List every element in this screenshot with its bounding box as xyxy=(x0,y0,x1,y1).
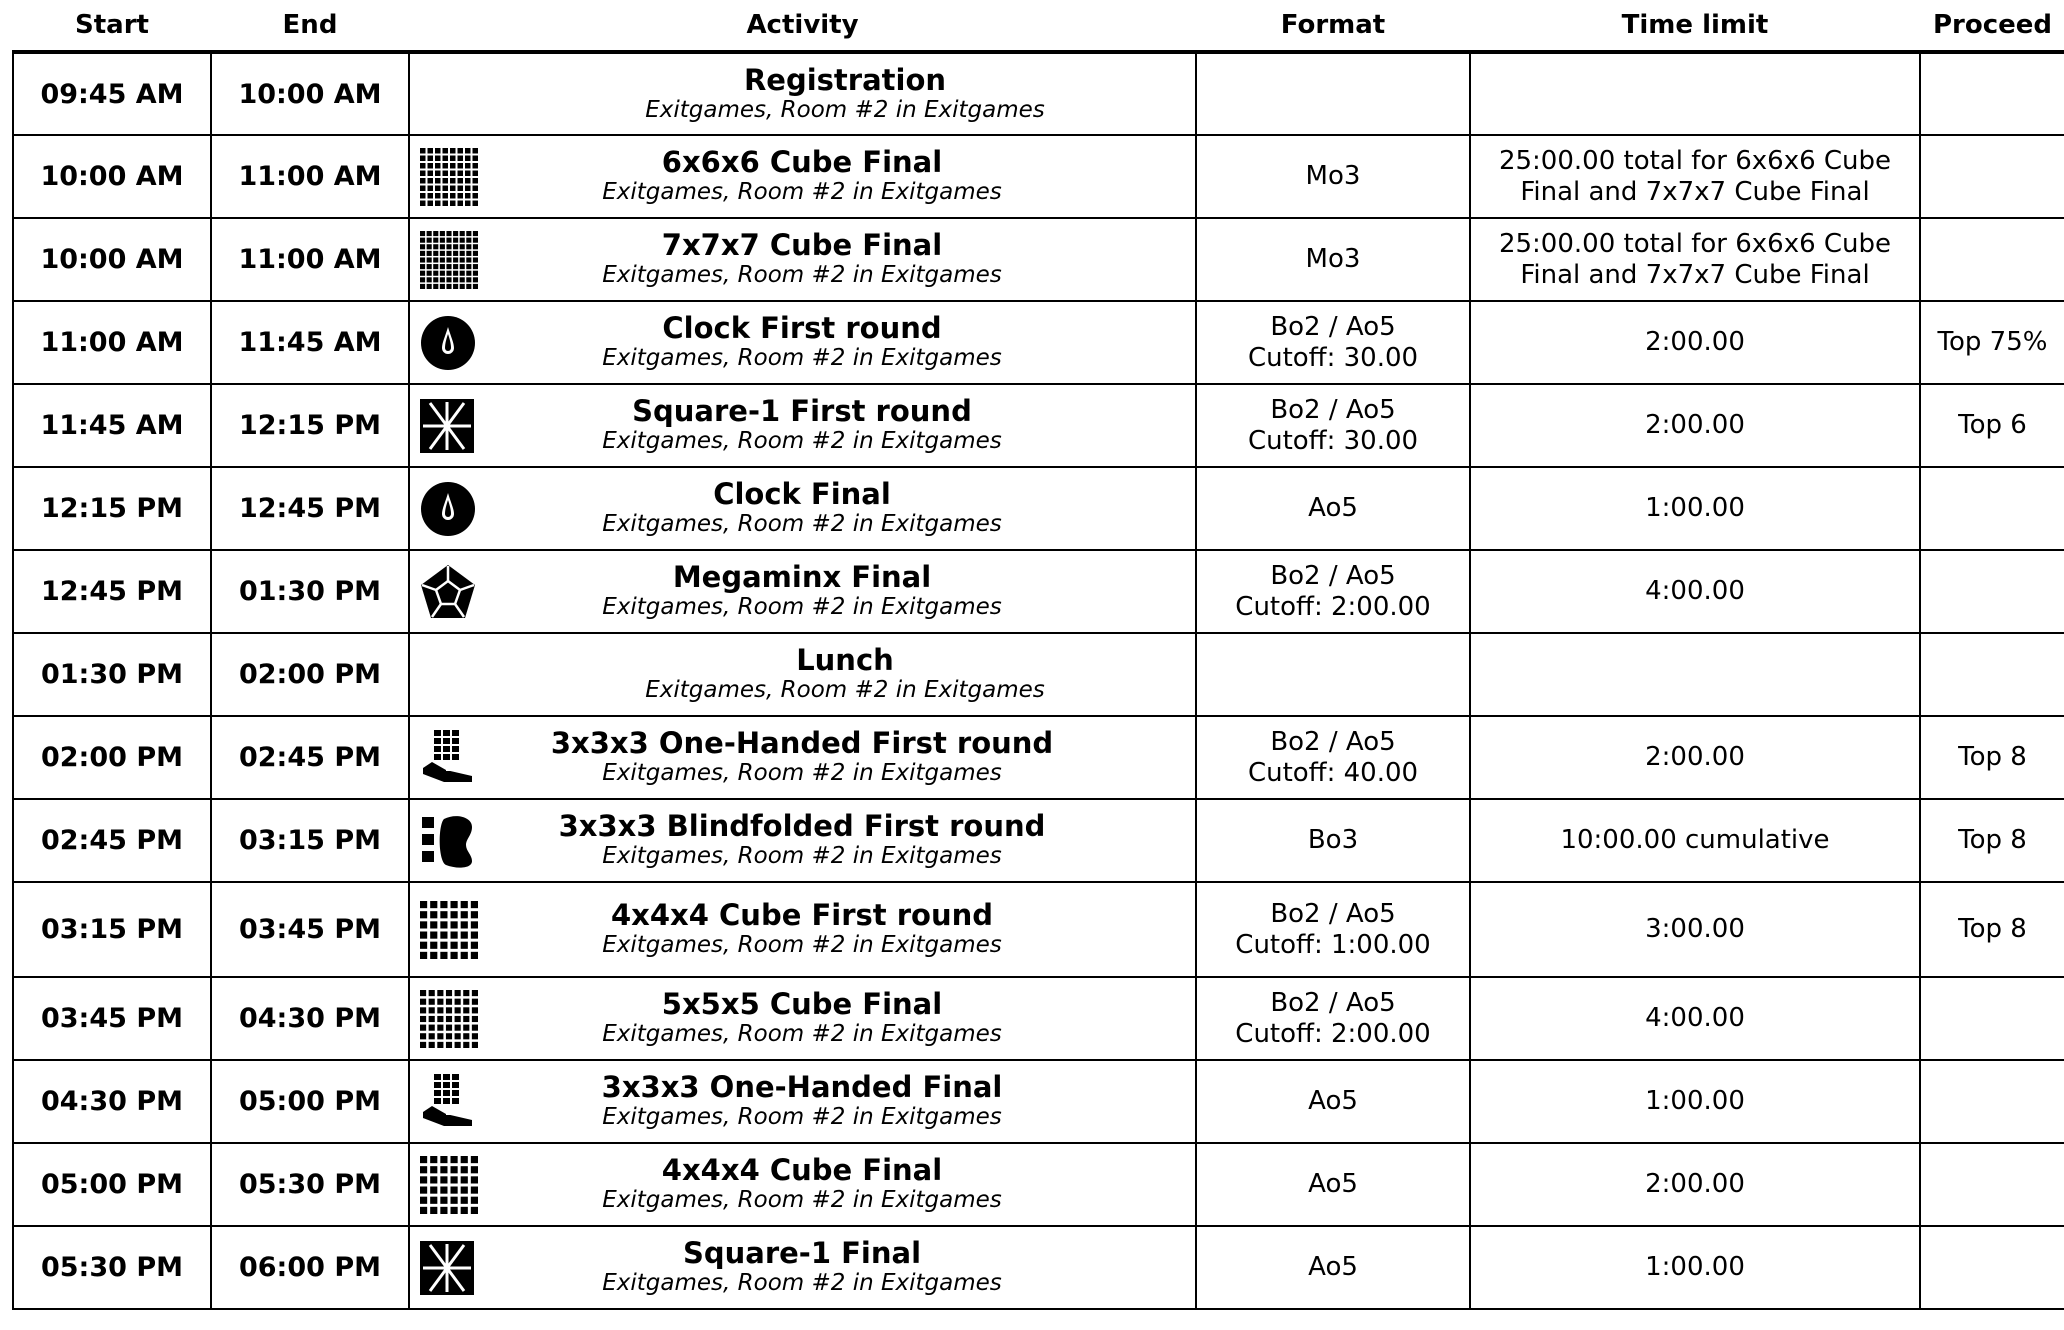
start-time: 03:45 PM xyxy=(13,977,211,1060)
cutoff-line: Cutoff: 2:00.00 xyxy=(1235,591,1431,622)
proceed-cell xyxy=(1920,977,2064,1060)
activity-room: Exitgames, Room #2 in Exitgames xyxy=(602,760,1002,786)
time-limit-cell xyxy=(1470,135,1920,218)
format-cell xyxy=(1196,1143,1470,1226)
table-row xyxy=(13,1060,2064,1143)
time-limit-line: 2:00.00 xyxy=(1645,742,1745,772)
time-limit-line: 2:00.00 xyxy=(1645,1169,1745,1199)
activity-name: 4x4x4 Cube First round xyxy=(610,898,994,932)
table-row xyxy=(13,1226,2064,1309)
proceed-cell xyxy=(1920,52,2064,135)
format-cell xyxy=(1196,799,1470,882)
time-limit-cell xyxy=(1470,716,1920,799)
activity-name: Clock First round xyxy=(662,311,942,345)
format-line: Bo2 / Ao5 xyxy=(1270,394,1396,425)
time-limit-cell xyxy=(1470,384,1920,467)
proceed-cell xyxy=(1920,1143,2064,1226)
time-limit-line: 1:00.00 xyxy=(1645,1086,1745,1116)
activity-room: Exitgames, Room #2 in Exitgames xyxy=(602,843,1002,869)
time-limit-cell xyxy=(1470,1060,1920,1143)
start-time: 05:30 PM xyxy=(13,1226,211,1309)
activity-cell xyxy=(495,301,1196,384)
proceed-cell: Top 75% xyxy=(1920,301,2064,384)
time-limit-cell xyxy=(1470,1226,1920,1309)
format-cell xyxy=(1196,716,1470,799)
time-limit-line: 25:00.00 total for 6x6x6 Cube xyxy=(1498,228,1892,259)
cutoff-line: Cutoff: 40.00 xyxy=(1247,757,1419,788)
activity-room: Exitgames, Room #2 in Exitgames xyxy=(602,1021,1002,1047)
cutoff-line: Cutoff: 30.00 xyxy=(1247,342,1419,373)
cutoff-line: Cutoff: 2:00.00 xyxy=(1235,1018,1431,1049)
activity-name: Lunch xyxy=(796,643,894,677)
activity-room: Exitgames, Room #2 in Exitgames xyxy=(602,594,1002,620)
activity-name: 6x6x6 Cube Final xyxy=(661,145,943,179)
activity-room: Exitgames, Room #2 in Exitgames xyxy=(602,511,1002,537)
start-time: 02:45 PM xyxy=(13,799,211,882)
activity-name: 5x5x5 Cube Final xyxy=(661,987,943,1021)
end-time: 04:30 PM xyxy=(211,977,409,1060)
cutoff-line: Cutoff: 30.00 xyxy=(1247,425,1419,456)
table-row xyxy=(13,550,2064,633)
format-line: Bo2 / Ao5 xyxy=(1270,898,1396,929)
activity-cell xyxy=(495,977,1196,1060)
activity-cell xyxy=(495,135,1196,218)
start-time: 10:00 AM xyxy=(13,218,211,301)
time-limit-line: 4:00.00 xyxy=(1645,576,1745,606)
format-cell xyxy=(1196,384,1470,467)
activity-name: 3x3x3 One-Handed Final xyxy=(601,1070,1003,1104)
proceed-cell: Top 8 xyxy=(1920,799,2064,882)
proceed-cell xyxy=(1920,1226,2064,1309)
activity-room: Exitgames, Room #2 in Exitgames xyxy=(602,1104,1002,1130)
start-time: 09:45 AM xyxy=(13,52,211,135)
activity-name: Square-1 First round xyxy=(632,394,972,428)
start-time: 12:45 PM xyxy=(13,550,211,633)
time-limit-line-2: Final and 7x7x7 Cube Final xyxy=(1520,259,1870,290)
table-row xyxy=(13,467,2064,550)
start-time: 10:00 AM xyxy=(13,135,211,218)
end-time: 12:45 PM xyxy=(211,467,409,550)
format-line: Mo3 xyxy=(1305,161,1361,191)
time-limit-line: 3:00.00 xyxy=(1645,914,1745,944)
end-time: 12:15 PM xyxy=(211,384,409,467)
activity-room: Exitgames, Room #2 in Exitgames xyxy=(602,932,1002,958)
activity-room: Exitgames, Room #2 in Exitgames xyxy=(602,1270,1002,1296)
time-limit-cell xyxy=(1470,882,1920,977)
format-line: Ao5 xyxy=(1308,1169,1358,1199)
activity-room: Exitgames, Room #2 in Exitgames xyxy=(602,262,1002,288)
format-cell xyxy=(1196,218,1470,301)
table-row xyxy=(13,633,2064,716)
time-limit-cell xyxy=(1470,467,1920,550)
time-limit-cell xyxy=(1470,550,1920,633)
end-time: 11:00 AM xyxy=(211,135,409,218)
table-row xyxy=(13,1143,2064,1226)
format-cell xyxy=(1196,882,1470,977)
start-time: 04:30 PM xyxy=(13,1060,211,1143)
start-time: 11:45 AM xyxy=(13,384,211,467)
proceed-cell xyxy=(1920,218,2064,301)
end-time: 11:00 AM xyxy=(211,218,409,301)
activity-cell xyxy=(495,1060,1196,1143)
end-time: 02:45 PM xyxy=(211,716,409,799)
activity-name: 3x3x3 Blindfolded First round xyxy=(558,809,1046,843)
end-time: 10:00 AM xyxy=(211,52,409,135)
time-limit-line: 1:00.00 xyxy=(1645,1252,1745,1282)
time-limit-line-2: Final and 7x7x7 Cube Final xyxy=(1520,176,1870,207)
time-limit-line: 25:00.00 total for 6x6x6 Cube xyxy=(1498,145,1892,176)
format-line: Ao5 xyxy=(1308,493,1358,523)
time-limit-line: 10:00.00 cumulative xyxy=(1560,825,1830,855)
end-time: 03:45 PM xyxy=(211,882,409,977)
format-cell xyxy=(1196,550,1470,633)
time-limit-cell xyxy=(1470,977,1920,1060)
format-line: Mo3 xyxy=(1305,244,1361,274)
format-line: Bo2 / Ao5 xyxy=(1270,726,1396,757)
format-cell xyxy=(1196,977,1470,1060)
format-line: Ao5 xyxy=(1308,1086,1358,1116)
format-cell xyxy=(1196,1060,1470,1143)
table-row xyxy=(13,716,2064,799)
activity-cell xyxy=(495,882,1196,977)
header-end: End xyxy=(211,0,409,52)
time-limit-line: 2:00.00 xyxy=(1645,410,1745,440)
end-time: 06:00 PM xyxy=(211,1226,409,1309)
header-proceed: Proceed xyxy=(1920,0,2064,52)
proceed-cell xyxy=(1920,135,2064,218)
format-cell xyxy=(1196,52,1470,135)
end-time: 03:15 PM xyxy=(211,799,409,882)
cutoff-line: Cutoff: 1:00.00 xyxy=(1235,929,1431,960)
activity-cell xyxy=(495,467,1196,550)
activity-cell xyxy=(495,799,1196,882)
proceed-cell: Top 8 xyxy=(1920,882,2064,977)
start-time: 02:00 PM xyxy=(13,716,211,799)
format-line: Bo2 / Ao5 xyxy=(1270,311,1396,342)
time-limit-cell xyxy=(1470,633,1920,716)
activity-room: Exitgames, Room #2 in Exitgames xyxy=(645,677,1045,703)
start-time: 01:30 PM xyxy=(13,633,211,716)
schedule-table xyxy=(12,0,2064,1310)
activity-room: Exitgames, Room #2 in Exitgames xyxy=(602,1187,1002,1213)
activity-room: Exitgames, Room #2 in Exitgames xyxy=(645,96,1045,123)
activity-name: 3x3x3 One-Handed First round xyxy=(550,726,1054,760)
time-limit-cell xyxy=(1470,218,1920,301)
time-limit-cell xyxy=(1470,301,1920,384)
table-row xyxy=(13,218,2064,301)
table-row xyxy=(13,882,2064,977)
activity-name: Registration xyxy=(743,62,947,97)
activity-name: Square-1 Final xyxy=(682,1236,922,1270)
header-format: Format xyxy=(1196,0,1470,52)
time-limit-line: 4:00.00 xyxy=(1645,1003,1745,1033)
proceed-cell xyxy=(1920,550,2064,633)
event-icon-cell xyxy=(409,52,495,135)
header-activity: Activity xyxy=(409,0,1196,52)
time-limit-line: 2:00.00 xyxy=(1645,327,1745,357)
time-limit-cell xyxy=(1470,52,1920,135)
activity-cell xyxy=(495,550,1196,633)
end-time: 05:00 PM xyxy=(211,1060,409,1143)
event-icon-cell xyxy=(409,633,495,716)
time-limit-line: 1:00.00 xyxy=(1645,493,1745,523)
format-cell xyxy=(1196,633,1470,716)
table-row xyxy=(13,799,2064,882)
start-time: 03:15 PM xyxy=(13,882,211,977)
format-line: Bo2 / Ao5 xyxy=(1270,987,1396,1018)
format-cell xyxy=(1196,1226,1470,1309)
proceed-cell: Top 6 xyxy=(1920,384,2064,467)
table-row xyxy=(13,384,2064,467)
activity-room: Exitgames, Room #2 in Exitgames xyxy=(602,345,1002,371)
end-time: 05:30 PM xyxy=(211,1143,409,1226)
format-cell xyxy=(1196,135,1470,218)
start-time: 12:15 PM xyxy=(13,467,211,550)
proceed-cell: Top 8 xyxy=(1920,716,2064,799)
table-row xyxy=(13,977,2064,1060)
time-limit-cell xyxy=(1470,799,1920,882)
format-line: Ao5 xyxy=(1308,1252,1358,1282)
header-time-limit: Time limit xyxy=(1470,0,1920,52)
end-time: 01:30 PM xyxy=(211,550,409,633)
activity-room: Exitgames, Room #2 in Exitgames xyxy=(602,179,1002,205)
activity-cell xyxy=(495,633,1196,716)
activity-name: 7x7x7 Cube Final xyxy=(661,228,943,262)
header-row xyxy=(13,0,2064,52)
start-time: 05:00 PM xyxy=(13,1143,211,1226)
activity-cell xyxy=(495,218,1196,301)
activity-cell xyxy=(495,384,1196,467)
proceed-cell xyxy=(1920,1060,2064,1143)
end-time: 02:00 PM xyxy=(211,633,409,716)
format-cell xyxy=(1196,301,1470,384)
activity-name: 4x4x4 Cube Final xyxy=(661,1153,943,1187)
end-time: 11:45 AM xyxy=(211,301,409,384)
table-row xyxy=(13,135,2064,218)
proceed-cell xyxy=(1920,467,2064,550)
activity-name: Megaminx Final xyxy=(672,560,932,594)
activity-cell xyxy=(495,1226,1196,1309)
format-line: Bo2 / Ao5 xyxy=(1270,560,1396,591)
activity-cell xyxy=(495,52,1196,135)
format-line: Bo3 xyxy=(1307,825,1359,855)
activity-cell xyxy=(495,716,1196,799)
table-row xyxy=(13,301,2064,384)
time-limit-cell xyxy=(1470,1143,1920,1226)
activity-room: Exitgames, Room #2 in Exitgames xyxy=(602,428,1002,454)
start-time: 11:00 AM xyxy=(13,301,211,384)
table-row xyxy=(13,52,2064,135)
proceed-cell xyxy=(1920,633,2064,716)
format-cell xyxy=(1196,467,1470,550)
header-start: Start xyxy=(13,0,211,52)
activity-name: Clock Final xyxy=(713,477,891,511)
activity-cell xyxy=(495,1143,1196,1226)
